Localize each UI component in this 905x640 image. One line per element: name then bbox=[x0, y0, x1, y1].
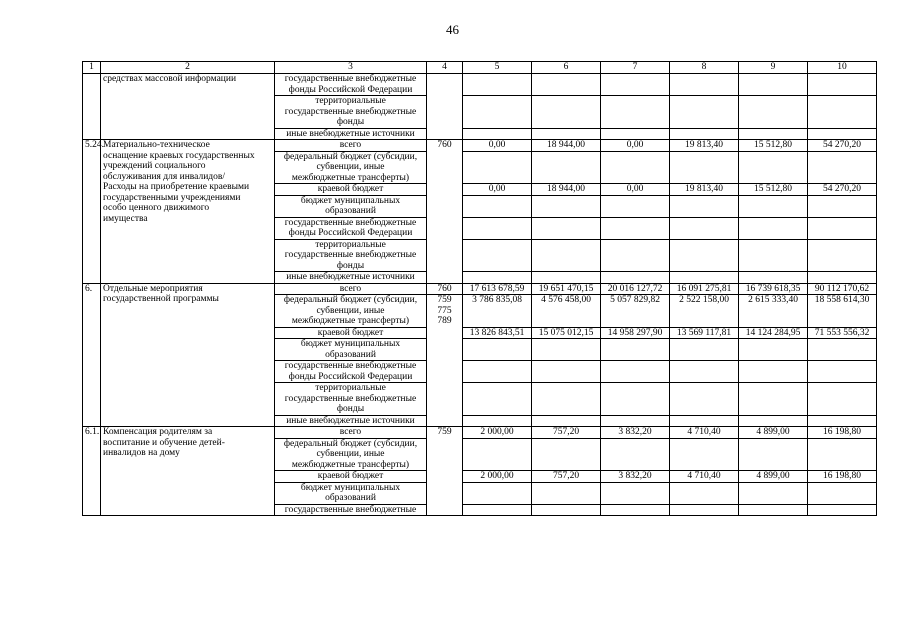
value-cell: 15 512,80 bbox=[739, 140, 808, 152]
code-cell: 759 bbox=[427, 427, 463, 516]
source-cell: иные внебюджетные источники bbox=[275, 128, 427, 140]
table-row bbox=[83, 283, 877, 295]
source-cell: всего bbox=[275, 427, 427, 439]
value-cell: 90 112 170,62 bbox=[808, 283, 877, 295]
source-cell: краевой бюджет bbox=[275, 184, 427, 196]
source-cell: государственные внебюджетные bbox=[275, 504, 427, 516]
value-cell: 2 000,00 bbox=[463, 427, 532, 439]
value-cell: 16 198,80 bbox=[808, 427, 877, 439]
source-cell: федеральный бюджет (субсидии, субвенции, иные межбюджетные трансферты) bbox=[275, 151, 427, 184]
header-cell: 1 bbox=[83, 62, 101, 74]
value-cell: 19 813,40 bbox=[670, 184, 739, 196]
header-cell: 5 bbox=[463, 62, 532, 74]
value-cell: 71 553 556,32 bbox=[808, 327, 877, 339]
value-cell: 15 512,80 bbox=[739, 184, 808, 196]
budget-table bbox=[82, 61, 877, 516]
value-cell: 18 944,00 bbox=[532, 140, 601, 152]
value-cell: 17 613 678,59 bbox=[463, 283, 532, 295]
source-cell: государственные внебюджетные фонды Российской Федерации bbox=[275, 217, 427, 239]
header-cell: 8 bbox=[670, 62, 739, 74]
value-cell: 14 124 284,95 bbox=[739, 327, 808, 339]
table-header-row bbox=[83, 62, 877, 74]
value-cell: 4 710,40 bbox=[670, 427, 739, 439]
code-cell: 760 bbox=[427, 140, 463, 284]
measure-name: Материально-техническое оснащение краевых государственных учреждений социального обслуживания для инвалидов/ Расходы на приобретение краевыми государственными учреждениями особо ценного движимого имущества bbox=[101, 140, 275, 284]
source-cell: иные внебюджетные источники bbox=[275, 272, 427, 284]
item-index: 6. bbox=[83, 283, 101, 427]
value-cell: 0,00 bbox=[601, 140, 670, 152]
value-cell: 3 832,20 bbox=[601, 427, 670, 439]
source-cell: федеральный бюджет (субсидии, субвенции, иные межбюджетные трансферты) bbox=[275, 438, 427, 471]
index-cell bbox=[83, 74, 101, 140]
header-cell: 3 bbox=[275, 62, 427, 74]
code-cell bbox=[427, 74, 463, 140]
value-cell: 13 826 843,51 bbox=[463, 327, 532, 339]
source-cell: государственные внебюджетные фонды Российской Федерации bbox=[275, 361, 427, 383]
value-cell: 54 270,20 bbox=[808, 140, 877, 152]
value-cell: 4 899,00 bbox=[739, 471, 808, 483]
code-cell: 760 bbox=[427, 283, 463, 295]
source-cell: территориальные государственные внебюджетные фонды bbox=[275, 96, 427, 129]
value-cell: 13 569 117,81 bbox=[670, 327, 739, 339]
header-cell: 4 bbox=[427, 62, 463, 74]
value-cell: 2 522 158,00 bbox=[670, 295, 739, 328]
header-cell: 2 bbox=[101, 62, 275, 74]
value-cell: 0,00 bbox=[601, 184, 670, 196]
table-row bbox=[83, 427, 877, 439]
value-cell: 2 000,00 bbox=[463, 471, 532, 483]
header-cell: 7 bbox=[601, 62, 670, 74]
source-cell: государственные внебюджетные фонды Российской Федерации bbox=[275, 74, 427, 96]
header-cell: 10 bbox=[808, 62, 877, 74]
value-cell: 2 615 333,40 bbox=[739, 295, 808, 328]
source-cell: краевой бюджет bbox=[275, 327, 427, 339]
value-cell: 4 710,40 bbox=[670, 471, 739, 483]
source-cell: иные внебюджетные источники bbox=[275, 415, 427, 427]
item-index: 6.1. bbox=[83, 427, 101, 516]
header-cell: 6 bbox=[532, 62, 601, 74]
value-cell: 3 832,20 bbox=[601, 471, 670, 483]
code-cell: 759 775 789 bbox=[427, 295, 463, 427]
source-cell: всего bbox=[275, 283, 427, 295]
source-cell: федеральный бюджет (субсидии, субвенции, иные межбюджетные трансферты) bbox=[275, 295, 427, 328]
table-row bbox=[83, 140, 877, 152]
source-cell: территориальные государственные внебюджетные фонды bbox=[275, 239, 427, 272]
value-cell: 3 786 835,08 bbox=[463, 295, 532, 328]
value-cell: 19 651 470,15 bbox=[532, 283, 601, 295]
value-cell: 5 057 829,82 bbox=[601, 295, 670, 328]
value-cell: 18 944,00 bbox=[532, 184, 601, 196]
value-cell: 54 270,20 bbox=[808, 184, 877, 196]
page-number: 46 bbox=[446, 22, 459, 37]
item-index: 5.24. bbox=[83, 140, 101, 284]
source-cell: всего bbox=[275, 140, 427, 152]
value-cell: 757,20 bbox=[532, 471, 601, 483]
measure-name: средствах массовой информации bbox=[101, 74, 275, 140]
value-cell: 20 016 127,72 bbox=[601, 283, 670, 295]
source-cell: бюджет муниципальных образований bbox=[275, 339, 427, 361]
source-cell: бюджет муниципальных образований bbox=[275, 482, 427, 504]
table-row bbox=[83, 74, 877, 96]
value-cell: 19 813,40 bbox=[670, 140, 739, 152]
value-cell: 15 075 012,15 bbox=[532, 327, 601, 339]
value-cell: 16 198,80 bbox=[808, 471, 877, 483]
value-cell: 4 576 458,00 bbox=[532, 295, 601, 328]
value-cell: 757,20 bbox=[532, 427, 601, 439]
value-cell: 18 558 614,30 bbox=[808, 295, 877, 328]
measure-name: Отдельные мероприятия государственной программы bbox=[101, 283, 275, 427]
value-cell: 0,00 bbox=[463, 140, 532, 152]
value-cell: 4 899,00 bbox=[739, 427, 808, 439]
source-cell: бюджет муниципальных образований bbox=[275, 195, 427, 217]
source-cell: территориальные государственные внебюджетные фонды bbox=[275, 383, 427, 416]
value-cell: 0,00 bbox=[463, 184, 532, 196]
header-cell: 9 bbox=[739, 62, 808, 74]
value-cell: 16 739 618,35 bbox=[739, 283, 808, 295]
value-cell: 14 958 297,90 bbox=[601, 327, 670, 339]
measure-name: Компенсация родителям за воспитание и обучение детей- инвалидов на дому bbox=[101, 427, 275, 516]
value-cell: 16 091 275,81 bbox=[670, 283, 739, 295]
source-cell: краевой бюджет bbox=[275, 471, 427, 483]
